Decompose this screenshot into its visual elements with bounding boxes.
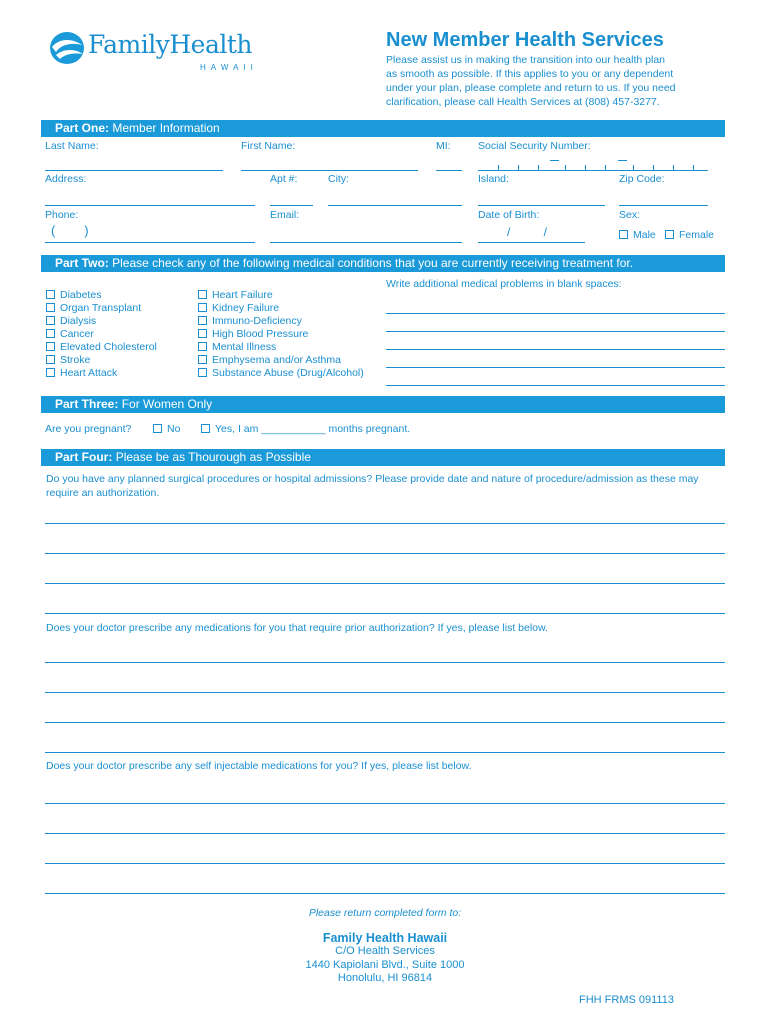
address-line: C/O Health Services	[335, 945, 435, 957]
intro-line: as smooth as possible. If this applies to you or any dependent	[386, 68, 674, 80]
part-four-label: Part Four:	[55, 450, 113, 464]
condition-label: Emphysema and/or Asthma	[212, 354, 341, 366]
intro-line: under your plan, please complete and return to us. If you need	[386, 82, 676, 94]
email-label: Email:	[270, 209, 300, 221]
return-org: Family Health Hawaii	[322, 931, 448, 945]
condition-item[interactable]	[198, 315, 302, 328]
condition-checkbox[interactable]	[46, 290, 55, 299]
answer-line[interactable]	[45, 833, 725, 834]
apt-field[interactable]	[270, 205, 313, 206]
condition-item[interactable]	[46, 302, 141, 315]
condition-checkbox[interactable]	[198, 316, 207, 325]
additional-problem-line[interactable]	[386, 385, 725, 386]
condition-label: Mental Illness	[212, 341, 277, 353]
island-field[interactable]	[478, 205, 605, 206]
female-checkbox[interactable]	[665, 230, 674, 239]
intro-line: Please assist us in making the transition into our health plan	[386, 54, 665, 66]
male-label: Male	[633, 229, 656, 241]
city-field[interactable]	[328, 205, 462, 206]
question-injectable: Does your doctor prescribe any self injectable medications for you? If yes, please list below.	[46, 760, 472, 772]
ssn-field[interactable]	[478, 170, 708, 171]
answer-line[interactable]	[45, 662, 725, 663]
answer-line[interactable]	[45, 613, 725, 614]
condition-item[interactable]	[198, 367, 364, 380]
answer-line[interactable]	[45, 583, 725, 584]
logo-subtext: HAWAII	[200, 63, 258, 72]
pregnant-no-option[interactable]	[153, 423, 180, 435]
condition-checkbox[interactable]	[198, 329, 207, 338]
intro-line: clarification, please call Health Services at (808) 457-3277.	[386, 96, 660, 108]
condition-item[interactable]	[46, 341, 157, 354]
condition-label: Kidney Failure	[212, 302, 280, 314]
part-three-label: Part Three:	[55, 397, 119, 411]
condition-label: High Blood Pressure	[212, 328, 309, 340]
pregnant-yes-label: Yes, I am ___________ months pregnant.	[215, 423, 411, 435]
condition-checkbox[interactable]	[46, 316, 55, 325]
phone-field[interactable]	[45, 242, 255, 243]
answer-line[interactable]	[45, 692, 725, 693]
pregnant-yes-checkbox[interactable]	[201, 424, 210, 433]
form-id: FHH FRMS 091113	[579, 994, 674, 1006]
part-three-header	[41, 396, 725, 413]
sex-label: Sex:	[619, 209, 641, 221]
condition-label: Elevated Cholesterol	[60, 341, 157, 353]
first-name-field[interactable]	[241, 170, 418, 171]
additional-problem-line[interactable]	[386, 367, 725, 368]
mi-field[interactable]	[436, 170, 462, 171]
condition-item[interactable]	[46, 367, 117, 380]
condition-item[interactable]	[46, 289, 101, 302]
city-label: City:	[328, 173, 349, 185]
phone-label: Phone:	[45, 209, 79, 221]
first-name-label: First Name:	[241, 140, 296, 152]
condition-item[interactable]	[46, 315, 96, 328]
additional-problem-line[interactable]	[386, 313, 725, 314]
condition-label: Heart Attack	[60, 367, 118, 379]
part-two-header	[41, 255, 725, 272]
part-two-title: Please check any of the following medical conditions that you are currently receiving treatment for.	[112, 256, 634, 270]
condition-checkbox[interactable]	[198, 303, 207, 312]
condition-item[interactable]	[198, 354, 341, 367]
return-address	[0, 945, 770, 986]
pregnant-yes-option[interactable]	[201, 423, 410, 435]
answer-line[interactable]	[45, 722, 725, 723]
sex-male-option[interactable]	[619, 229, 656, 241]
pregnant-question: Are you pregnant?	[45, 423, 132, 435]
male-checkbox[interactable]	[619, 230, 628, 239]
dob-separators: / /	[507, 225, 548, 239]
pregnant-no-label: No	[167, 423, 181, 435]
phone-area-code: ( )	[51, 223, 89, 238]
condition-label: Stroke	[60, 354, 91, 366]
additional-problem-line[interactable]	[386, 349, 725, 350]
answer-line[interactable]	[45, 893, 725, 894]
island-label: Island:	[478, 173, 509, 185]
address-field[interactable]	[45, 205, 255, 206]
condition-item[interactable]	[198, 328, 308, 341]
answer-line[interactable]	[45, 523, 725, 524]
condition-label: Dialysis	[60, 315, 97, 327]
logo	[48, 28, 258, 76]
answer-line[interactable]	[45, 752, 725, 753]
last-name-label: Last Name:	[45, 140, 99, 152]
part-two-label: Part Two:	[55, 256, 109, 270]
pregnant-no-checkbox[interactable]	[153, 424, 162, 433]
question-line: Do you have any planned surgical procedures or hospital admissions? Please provide date and nature of procedure/admission as these may	[46, 473, 699, 485]
ssn-label: Social Security Number:	[478, 140, 591, 152]
condition-label: Substance Abuse (Drug/Alcohol)	[212, 367, 364, 379]
condition-item[interactable]	[198, 341, 276, 354]
dob-field[interactable]	[478, 242, 585, 243]
condition-checkbox[interactable]	[198, 290, 207, 299]
address-line: 1440 Kapiolani Blvd., Suite 1000	[305, 958, 465, 971]
part-one-header	[41, 120, 725, 137]
mi-label: MI:	[436, 140, 451, 152]
part-three-title: For Women Only	[121, 397, 213, 411]
condition-item[interactable]	[46, 354, 90, 367]
last-name-field[interactable]	[45, 170, 223, 171]
address-line: Honolulu, HI 96814	[337, 972, 433, 984]
zip-field[interactable]	[619, 205, 708, 206]
condition-label: Organ Transplant	[60, 302, 142, 314]
condition-item[interactable]	[198, 289, 273, 302]
logo-text: FamilyHealth	[88, 30, 253, 59]
part-four-header	[41, 449, 725, 466]
answer-line[interactable]	[45, 553, 725, 554]
part-four-title: Please be as Thourough as Possible	[115, 450, 311, 464]
address-label: Address:	[45, 173, 87, 185]
condition-checkbox[interactable]	[198, 368, 207, 377]
condition-checkbox[interactable]	[198, 355, 207, 364]
condition-label: Cancer	[60, 328, 94, 340]
answer-line[interactable]	[45, 803, 725, 804]
sex-female-option[interactable]	[665, 229, 714, 241]
dob-label: Date of Birth:	[478, 209, 540, 221]
condition-label: Diabetes	[60, 289, 102, 301]
part-one-title: Member Information	[112, 121, 220, 135]
condition-label: Immuno-Deficiency	[212, 315, 302, 327]
female-label: Female	[679, 229, 715, 241]
apt-label: Apt #:	[270, 173, 298, 185]
condition-checkbox[interactable]	[46, 355, 55, 364]
condition-item[interactable]	[198, 302, 279, 315]
return-note: Please return completed form to:	[308, 907, 462, 919]
answer-line[interactable]	[45, 863, 725, 864]
additional-problem-line[interactable]	[386, 331, 725, 332]
condition-checkbox[interactable]	[46, 368, 55, 377]
condition-item[interactable]	[46, 328, 94, 341]
zip-label: Zip Code:	[619, 173, 665, 185]
question-prior-auth: Does your doctor prescribe any medications for you that require prior authorization? If yes, please list below.	[46, 622, 548, 634]
condition-checkbox[interactable]	[46, 329, 55, 338]
question-line: require an authorization.	[46, 487, 160, 499]
logo-wave-icon	[48, 28, 88, 68]
page-title: New Member Health Services	[386, 29, 664, 51]
email-field[interactable]	[270, 242, 462, 243]
question-surgical	[46, 472, 699, 500]
intro-text	[386, 53, 676, 109]
part-one-label: Part One:	[55, 121, 110, 135]
additional-problems-label: Write additional medical problems in blank spaces:	[386, 278, 622, 290]
condition-checkbox[interactable]	[46, 303, 55, 312]
condition-checkbox[interactable]	[198, 342, 207, 351]
condition-checkbox[interactable]	[46, 342, 55, 351]
condition-label: Heart Failure	[212, 289, 273, 301]
